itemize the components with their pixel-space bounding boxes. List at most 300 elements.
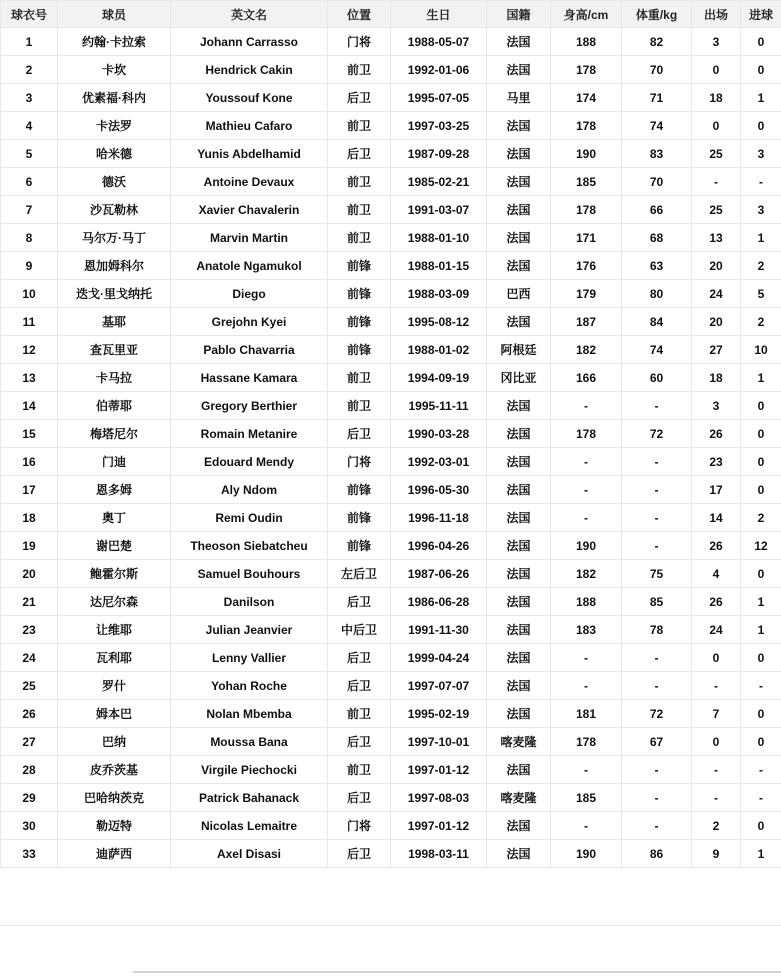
cell-position: 前锋 — [328, 308, 391, 336]
cell-nationality: 法国 — [487, 308, 551, 336]
cell-height: - — [551, 448, 622, 476]
cell-weight: - — [622, 532, 692, 560]
cell-goals: 0 — [741, 448, 781, 476]
table-row — [1, 728, 781, 756]
cell-nationality: 法国 — [487, 588, 551, 616]
cell-goals: 1 — [741, 224, 781, 252]
cell-height: - — [551, 756, 622, 784]
cell-birthday: 1997-03-25 — [391, 112, 487, 140]
cell-birthday: 1994-09-19 — [391, 364, 487, 392]
cell-position: 后卫 — [328, 840, 391, 868]
cell-goals: 1 — [741, 616, 781, 644]
cell-name_cn: 迭戈·里戈纳托 — [58, 280, 171, 308]
cell-name_cn: 伯蒂耶 — [58, 392, 171, 420]
cell-number: 9 — [1, 252, 58, 280]
cell-height: 176 — [551, 252, 622, 280]
cell-nationality: 喀麦隆 — [487, 784, 551, 812]
cell-goals: 0 — [741, 112, 781, 140]
cell-position: 前卫 — [328, 112, 391, 140]
cell-number: 24 — [1, 644, 58, 672]
table-row — [1, 280, 781, 308]
cell-height: 178 — [551, 196, 622, 224]
cell-weight: - — [622, 504, 692, 532]
cell-goals: 0 — [741, 28, 781, 56]
column-header-height: 身高/cm — [551, 1, 622, 28]
section-divider — [0, 925, 781, 926]
cell-name_en: Remi Oudin — [171, 504, 328, 532]
cell-appearances: 26 — [692, 588, 741, 616]
cell-nationality: 法国 — [487, 476, 551, 504]
cell-nationality: 法国 — [487, 700, 551, 728]
cell-position: 前卫 — [328, 364, 391, 392]
cell-position: 前卫 — [328, 700, 391, 728]
cell-name_en: Xavier Chavalerin — [171, 196, 328, 224]
cell-birthday: 1992-03-01 — [391, 448, 487, 476]
cell-weight: - — [622, 644, 692, 672]
cell-name_en: Edouard Mendy — [171, 448, 328, 476]
cell-position: 门将 — [328, 812, 391, 840]
cell-name_cn: 查瓦里亚 — [58, 336, 171, 364]
cell-name_en: Romain Metanire — [171, 420, 328, 448]
cell-birthday: 1995-08-12 — [391, 308, 487, 336]
cell-birthday: 1986-06-28 — [391, 588, 487, 616]
cell-appearances: 18 — [692, 364, 741, 392]
cell-height: 178 — [551, 728, 622, 756]
cell-appearances: 0 — [692, 56, 741, 84]
table-row — [1, 168, 781, 196]
cell-height: 183 — [551, 616, 622, 644]
cell-number: 3 — [1, 84, 58, 112]
cell-height: 182 — [551, 560, 622, 588]
cell-name_cn: 勒迈特 — [58, 812, 171, 840]
cell-goals: 1 — [741, 84, 781, 112]
cell-appearances: 3 — [692, 392, 741, 420]
table-row — [1, 812, 781, 840]
cell-name_en: Anatole Ngamukol — [171, 252, 328, 280]
cell-name_en: Julian Jeanvier — [171, 616, 328, 644]
cell-height: 179 — [551, 280, 622, 308]
cell-appearances: 26 — [692, 532, 741, 560]
cell-appearances: 20 — [692, 252, 741, 280]
cell-name_cn: 约翰·卡拉索 — [58, 28, 171, 56]
table-row — [1, 532, 781, 560]
cell-weight: 71 — [622, 84, 692, 112]
cell-goals: 0 — [741, 644, 781, 672]
cell-name_cn: 姆本巴 — [58, 700, 171, 728]
cell-birthday: 1987-09-28 — [391, 140, 487, 168]
cell-goals: 1 — [741, 364, 781, 392]
table-row — [1, 28, 781, 56]
cell-name_en: Danilson — [171, 588, 328, 616]
cell-weight: 75 — [622, 560, 692, 588]
table-row — [1, 672, 781, 700]
cell-goals: 0 — [741, 56, 781, 84]
cell-position: 中后卫 — [328, 616, 391, 644]
cell-appearances: 25 — [692, 196, 741, 224]
cell-weight: - — [622, 672, 692, 700]
cell-weight: 80 — [622, 280, 692, 308]
cell-name_cn: 基耶 — [58, 308, 171, 336]
cell-height: - — [551, 672, 622, 700]
cell-height: - — [551, 812, 622, 840]
cell-number: 33 — [1, 840, 58, 868]
cell-birthday: 1997-01-12 — [391, 756, 487, 784]
cell-number: 12 — [1, 336, 58, 364]
cell-birthday: 1999-04-24 — [391, 644, 487, 672]
column-header-goals: 进球 — [741, 1, 781, 28]
table-row — [1, 560, 781, 588]
cell-weight: 63 — [622, 252, 692, 280]
cell-name_cn: 卡法罗 — [58, 112, 171, 140]
table-row — [1, 84, 781, 112]
cell-weight: - — [622, 392, 692, 420]
cell-birthday: 1988-03-09 — [391, 280, 487, 308]
cell-nationality: 法国 — [487, 448, 551, 476]
cell-name_en: Hendrick Cakin — [171, 56, 328, 84]
table-row — [1, 448, 781, 476]
cell-name_en: Theoson Siebatcheu — [171, 532, 328, 560]
cell-weight: - — [622, 784, 692, 812]
cell-height: 166 — [551, 364, 622, 392]
cell-weight: 74 — [622, 336, 692, 364]
cell-birthday: 1997-08-03 — [391, 784, 487, 812]
cell-position: 门将 — [328, 28, 391, 56]
cell-height: 185 — [551, 784, 622, 812]
cell-name_cn: 哈米德 — [58, 140, 171, 168]
cell-number: 28 — [1, 756, 58, 784]
cell-number: 20 — [1, 560, 58, 588]
cell-weight: 83 — [622, 140, 692, 168]
cell-height: 190 — [551, 840, 622, 868]
cell-weight: - — [622, 812, 692, 840]
cell-weight: 74 — [622, 112, 692, 140]
column-header-number: 球衣号 — [1, 1, 58, 28]
cell-position: 后卫 — [328, 728, 391, 756]
cell-weight: 60 — [622, 364, 692, 392]
cell-weight: 84 — [622, 308, 692, 336]
table-row — [1, 112, 781, 140]
cell-appearances: 23 — [692, 448, 741, 476]
table-row — [1, 420, 781, 448]
cell-number: 26 — [1, 700, 58, 728]
table-row — [1, 140, 781, 168]
cell-birthday: 1996-05-30 — [391, 476, 487, 504]
cell-nationality: 法国 — [487, 224, 551, 252]
cell-appearances: 13 — [692, 224, 741, 252]
cell-birthday: 1985-02-21 — [391, 168, 487, 196]
cell-birthday: 1998-03-11 — [391, 840, 487, 868]
cell-weight: 72 — [622, 700, 692, 728]
cell-height: 182 — [551, 336, 622, 364]
cell-nationality: 法国 — [487, 168, 551, 196]
cell-height: 190 — [551, 140, 622, 168]
cell-name_en: Antoine Devaux — [171, 168, 328, 196]
cell-height: 178 — [551, 112, 622, 140]
cell-appearances: - — [692, 168, 741, 196]
cell-number: 14 — [1, 392, 58, 420]
table-row — [1, 756, 781, 784]
table-row — [1, 840, 781, 868]
cell-birthday: 1996-11-18 — [391, 504, 487, 532]
cell-goals: 1 — [741, 840, 781, 868]
cell-birthday: 1992-01-06 — [391, 56, 487, 84]
cell-name_cn: 马尔万·马丁 — [58, 224, 171, 252]
cell-appearances: 26 — [692, 420, 741, 448]
cell-birthday: 1995-11-11 — [391, 392, 487, 420]
cell-goals: 3 — [741, 196, 781, 224]
cell-name_en: Lenny Vallier — [171, 644, 328, 672]
table-row — [1, 700, 781, 728]
cell-nationality: 法国 — [487, 196, 551, 224]
cell-weight: - — [622, 476, 692, 504]
cell-name_en: Axel Disasi — [171, 840, 328, 868]
cell-name_en: Aly Ndom — [171, 476, 328, 504]
cell-appearances: 3 — [692, 28, 741, 56]
cell-goals: 0 — [741, 420, 781, 448]
cell-name_cn: 卡马拉 — [58, 364, 171, 392]
table-body — [1, 28, 781, 868]
cell-position: 后卫 — [328, 420, 391, 448]
cell-position: 前锋 — [328, 476, 391, 504]
cell-goals: 2 — [741, 308, 781, 336]
cell-name_cn: 恩加姆科尔 — [58, 252, 171, 280]
cell-goals: 12 — [741, 532, 781, 560]
cell-goals: 1 — [741, 588, 781, 616]
cell-appearances: 18 — [692, 84, 741, 112]
cell-position: 前锋 — [328, 336, 391, 364]
cell-goals: - — [741, 168, 781, 196]
cell-name_cn: 罗什 — [58, 672, 171, 700]
cell-position: 门将 — [328, 448, 391, 476]
cell-name_en: Pablo Chavarria — [171, 336, 328, 364]
cell-height: 178 — [551, 420, 622, 448]
cell-number: 4 — [1, 112, 58, 140]
cell-weight: - — [622, 756, 692, 784]
cell-height: 185 — [551, 168, 622, 196]
cell-name_cn: 梅塔尼尔 — [58, 420, 171, 448]
cell-number: 17 — [1, 476, 58, 504]
cell-number: 18 — [1, 504, 58, 532]
table-row — [1, 196, 781, 224]
cell-name_en: Nolan Mbemba — [171, 700, 328, 728]
cell-nationality: 法国 — [487, 252, 551, 280]
cell-nationality: 马里 — [487, 84, 551, 112]
cell-number: 10 — [1, 280, 58, 308]
cell-name_cn: 巴纳 — [58, 728, 171, 756]
cell-birthday: 1988-01-02 — [391, 336, 487, 364]
cell-height: 188 — [551, 588, 622, 616]
cell-nationality: 喀麦隆 — [487, 728, 551, 756]
cell-nationality: 法国 — [487, 392, 551, 420]
cell-name_cn: 恩多姆 — [58, 476, 171, 504]
cell-name_cn: 卡坎 — [58, 56, 171, 84]
cell-goals: 5 — [741, 280, 781, 308]
cell-position: 前锋 — [328, 532, 391, 560]
cell-nationality: 法国 — [487, 140, 551, 168]
cell-position: 后卫 — [328, 140, 391, 168]
cell-height: - — [551, 504, 622, 532]
table-row — [1, 336, 781, 364]
cell-position: 前卫 — [328, 196, 391, 224]
cell-appearances: 9 — [692, 840, 741, 868]
table-row — [1, 224, 781, 252]
cell-name_en: Hassane Kamara — [171, 364, 328, 392]
table-header — [1, 1, 781, 28]
cell-birthday: 1997-07-07 — [391, 672, 487, 700]
cell-goals: 10 — [741, 336, 781, 364]
next-section-divider — [133, 971, 781, 973]
cell-weight: 70 — [622, 168, 692, 196]
cell-name_cn: 奥丁 — [58, 504, 171, 532]
table-row — [1, 308, 781, 336]
cell-position: 前锋 — [328, 252, 391, 280]
cell-position: 前锋 — [328, 504, 391, 532]
cell-appearances: 0 — [692, 644, 741, 672]
cell-nationality: 法国 — [487, 532, 551, 560]
cell-name_en: Virgile Piechocki — [171, 756, 328, 784]
cell-number: 19 — [1, 532, 58, 560]
cell-appearances: 24 — [692, 616, 741, 644]
table-row — [1, 644, 781, 672]
cell-birthday: 1988-01-15 — [391, 252, 487, 280]
cell-name_en: Johann Carrasso — [171, 28, 328, 56]
cell-appearances: 14 — [692, 504, 741, 532]
cell-name_en: Yohan Roche — [171, 672, 328, 700]
table-row — [1, 588, 781, 616]
column-header-weight: 体重/kg — [622, 1, 692, 28]
cell-name_en: Mathieu Cafaro — [171, 112, 328, 140]
cell-goals: - — [741, 672, 781, 700]
cell-birthday: 1988-01-10 — [391, 224, 487, 252]
cell-weight: 68 — [622, 224, 692, 252]
cell-goals: 0 — [741, 476, 781, 504]
cell-goals: 2 — [741, 504, 781, 532]
cell-height: 181 — [551, 700, 622, 728]
cell-position: 后卫 — [328, 644, 391, 672]
cell-nationality: 法国 — [487, 672, 551, 700]
cell-nationality: 法国 — [487, 56, 551, 84]
cell-number: 25 — [1, 672, 58, 700]
table-row — [1, 252, 781, 280]
cell-nationality: 法国 — [487, 420, 551, 448]
cell-nationality: 法国 — [487, 840, 551, 868]
cell-appearances: - — [692, 672, 741, 700]
cell-name_cn: 皮乔茨基 — [58, 756, 171, 784]
cell-name_cn: 达尼尔森 — [58, 588, 171, 616]
cell-weight: 85 — [622, 588, 692, 616]
cell-goals: - — [741, 784, 781, 812]
cell-name_cn: 鲍霍尔斯 — [58, 560, 171, 588]
cell-appearances: 20 — [692, 308, 741, 336]
cell-number: 6 — [1, 168, 58, 196]
cell-goals: - — [741, 756, 781, 784]
cell-position: 前锋 — [328, 280, 391, 308]
cell-number: 2 — [1, 56, 58, 84]
table-row — [1, 392, 781, 420]
cell-nationality: 法国 — [487, 756, 551, 784]
cell-number: 16 — [1, 448, 58, 476]
cell-position: 前卫 — [328, 168, 391, 196]
column-header-name-en: 英文名 — [171, 1, 328, 28]
cell-name_en: Yunis Abdelhamid — [171, 140, 328, 168]
cell-appearances: 2 — [692, 812, 741, 840]
cell-birthday: 1995-02-19 — [391, 700, 487, 728]
cell-number: 21 — [1, 588, 58, 616]
cell-name_cn: 瓦利耶 — [58, 644, 171, 672]
cell-nationality: 巴西 — [487, 280, 551, 308]
cell-birthday: 1997-10-01 — [391, 728, 487, 756]
cell-birthday: 1996-04-26 — [391, 532, 487, 560]
cell-position: 后卫 — [328, 672, 391, 700]
cell-appearances: 27 — [692, 336, 741, 364]
cell-number: 27 — [1, 728, 58, 756]
cell-nationality: 法国 — [487, 504, 551, 532]
cell-number: 23 — [1, 616, 58, 644]
cell-number: 30 — [1, 812, 58, 840]
cell-number: 5 — [1, 140, 58, 168]
table-row — [1, 784, 781, 812]
cell-name_cn: 迪萨西 — [58, 840, 171, 868]
cell-nationality: 法国 — [487, 616, 551, 644]
cell-appearances: 0 — [692, 112, 741, 140]
cell-name_en: Youssouf Kone — [171, 84, 328, 112]
cell-height: 171 — [551, 224, 622, 252]
header-row — [1, 1, 781, 28]
cell-position: 左后卫 — [328, 560, 391, 588]
table-row — [1, 476, 781, 504]
cell-number: 8 — [1, 224, 58, 252]
cell-name_en: Nicolas Lemaitre — [171, 812, 328, 840]
cell-position: 前卫 — [328, 756, 391, 784]
cell-birthday: 1987-06-26 — [391, 560, 487, 588]
cell-goals: 0 — [741, 700, 781, 728]
cell-height: - — [551, 476, 622, 504]
cell-appearances: 0 — [692, 728, 741, 756]
cell-position: 后卫 — [328, 588, 391, 616]
cell-nationality: 法国 — [487, 560, 551, 588]
cell-name_en: Marvin Martin — [171, 224, 328, 252]
cell-name_en: Grejohn Kyei — [171, 308, 328, 336]
cell-weight: 70 — [622, 56, 692, 84]
cell-birthday: 1990-03-28 — [391, 420, 487, 448]
cell-nationality: 冈比亚 — [487, 364, 551, 392]
cell-nationality: 法国 — [487, 812, 551, 840]
cell-appearances: 7 — [692, 700, 741, 728]
cell-position: 后卫 — [328, 784, 391, 812]
cell-name_cn: 门迪 — [58, 448, 171, 476]
cell-name_cn: 德沃 — [58, 168, 171, 196]
cell-birthday: 1991-11-30 — [391, 616, 487, 644]
cell-nationality: 法国 — [487, 644, 551, 672]
cell-name_en: Samuel Bouhours — [171, 560, 328, 588]
cell-weight: 72 — [622, 420, 692, 448]
cell-birthday: 1988-05-07 — [391, 28, 487, 56]
cell-appearances: 17 — [692, 476, 741, 504]
cell-goals: 3 — [741, 140, 781, 168]
cell-name_cn: 谢巴楚 — [58, 532, 171, 560]
cell-goals: 0 — [741, 392, 781, 420]
cell-name_en: Diego — [171, 280, 328, 308]
cell-appearances: 25 — [692, 140, 741, 168]
column-header-appearances: 出场 — [692, 1, 741, 28]
table-row — [1, 364, 781, 392]
cell-weight: - — [622, 448, 692, 476]
column-header-name-cn: 球员 — [58, 1, 171, 28]
cell-birthday: 1997-01-12 — [391, 812, 487, 840]
cell-nationality: 阿根廷 — [487, 336, 551, 364]
cell-height: - — [551, 644, 622, 672]
cell-appearances: - — [692, 784, 741, 812]
